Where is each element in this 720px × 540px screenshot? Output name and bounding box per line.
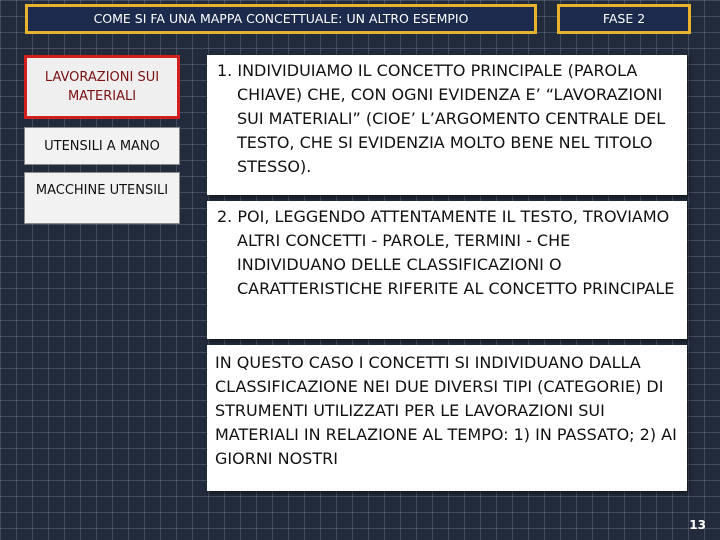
main-concept-box bbox=[24, 55, 180, 119]
step-two-text-box bbox=[207, 201, 687, 339]
page-number: 13 bbox=[689, 518, 706, 532]
concept-box-machine-tools bbox=[24, 172, 180, 224]
explanation-text: IN QUESTO CASO I CONCETTI SI INDIVIDUANO DALLA CLASSIFICAZIONE NEI DUE DIVERSI TIPI (CATEGORIE) DI STRUMENTI UTILIZZATI PER LE LAVORAZIONI SUI MATERIALI IN RELAZIONE AL TEMPO: 1) IN PASSATO; 2) AI GIORNI NOSTRI bbox=[215, 353, 677, 468]
step-one-text: 1. INDIVIDUIAMO IL CONCETTO PRINCIPALE (PAROLA CHIAVE) CHE, CON OGNI EVIDENZA E’ “LAVORAZIONI SUI MATERIALI” (CIOE’ L’ARGOMENTO CENTRALE DEL TESTO, CHE SI EVIDENZIA MOLTO BENE NEL TITOLO STESSO). bbox=[217, 61, 666, 176]
slide-title: COME SI FA UNA MAPPA CONCETTUALE: UN ALTRO ESEMPIO bbox=[25, 4, 537, 34]
concept-box-hand-tools bbox=[24, 127, 180, 165]
main-concept-label: LAVORAZIONI SUI MATERIALI bbox=[44, 70, 160, 104]
phase-label: FASE 2 bbox=[557, 4, 691, 34]
concept-label: UTENSILI A MANO bbox=[44, 138, 160, 154]
step-one-text-box bbox=[207, 55, 687, 195]
step-two-text: 2. POI, LEGGENDO ATTENTAMENTE IL TESTO, TROVIAMO ALTRI CONCETTI - PAROLE, TERMINI - CHE INDIVIDUANO DELLE CLASSIFICAZIONI O CARATTERISTICHE RIFERITE AL CONCETTO PRINCIPALE bbox=[217, 207, 675, 298]
explanation-text-box bbox=[207, 345, 687, 491]
concept-label: MACCHINE UTENSILI bbox=[35, 183, 169, 198]
